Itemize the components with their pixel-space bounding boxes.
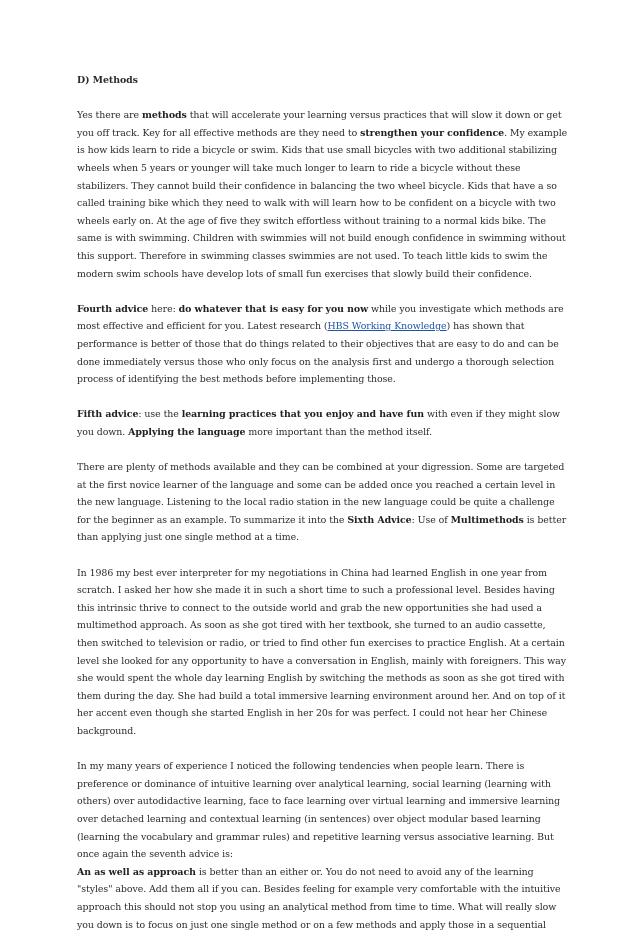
text: is better than an either or. You do not need to avoid any of the learning "styles" above. Add them all if you can. Besides feeling for example very comfortable with the intuitive approach this should not stop you using an analytical method from time to time. What will really slow you down is to focus on just one single method or on a few methods and apply those in a sequential [77, 866, 561, 931]
text: There are plenty of methods available and they can be combined at your digression. Some are targeted at the first novice learner of the language and some can be added once you reached a certain level in the new language. Listening to the local radio station in the new language could be quite a challenge for the beginner as an example. To summarize it into the [77, 462, 565, 526]
bold-text: Fifth advice [77, 409, 139, 421]
text: Yes there are [77, 110, 142, 122]
text: more important than the method itself. [245, 426, 433, 438]
bold-text: strengthen your confidence [360, 127, 505, 139]
text: is better than applying just one single method at a time. [77, 514, 567, 544]
text: : use the [138, 409, 182, 421]
bold-text: learning practices that you enjoy and have fun [181, 409, 425, 421]
text: ) has shown that performance is better of those that do things related to their objectives that are easy to do and can be done immediately versus those who only focus on the analysis first and undergo a thorough selection process of identifying the best methods before implementing those. [77, 321, 559, 386]
bold-text: methods [141, 110, 187, 122]
paragraph-seventh-advice [77, 864, 568, 934]
text: : Use of [411, 514, 451, 526]
bold-text: Applying the language [128, 426, 246, 438]
paragraph-sixth-advice [77, 459, 568, 547]
bold-text: do whatever that is easy for you now [178, 303, 369, 315]
paragraph-methods-intro [77, 107, 568, 283]
section-heading: D) Methods [77, 75, 138, 86]
paragraph-fifth-advice [77, 406, 568, 441]
text: here: [148, 303, 179, 315]
bold-text: Multimethods [450, 514, 524, 526]
paragraph-learning-tendencies: In my many years of experience I noticed the following tendencies when people learn. There is preference or dominance of intuitive learning over analytical learning, social learning (learning with others) over autodidactive learning, face to face learning over virtual learning and immersive learning over detached learning and contextual learning (in sentences) over object modular based learning (learning the vocabulary and grammar rules) and repetitive learning versus associative learning. But once again the seventh advice is: [77, 761, 561, 861]
text: . My example is how kids learn to ride a bicycle or swim. Kids that use small bicycles with two additional stabilizing wheels when 5 years or younger will take much longer to learn to ride a bicycle without these stabilizers. They cannot build their confidence in balancing the two wheel bicycle. Kids that have a so called training bike which they need to walk with will learn how to be confident on a bicycle with two wheels early on. At the age of five they switch effortless without training to a normal kids bike. The same is with swimming. Children with swimmies will not build enough confidence in swimming without this support. Therefore in swimming classes swimmies are not used. To teach little kids to swim the modern swim schools have develop lots of small fun exercises that slowly build their confidence. [77, 127, 568, 280]
bold-text: An as well as approach [77, 866, 196, 878]
bold-text: Fourth advice [77, 303, 149, 315]
text: that will accelerate your learning versus practices that will slow it down or get you off track. Key for all effective methods are they need to [77, 110, 562, 139]
hbs-working-knowledge-link[interactable]: HBS Working Knowledge [327, 321, 447, 333]
text: with even if they might slow you down. [77, 409, 561, 438]
text: while you investigate which methods are most effective and efficient for you. Latest research ( [77, 303, 564, 333]
bold-text: Sixth Advice [347, 514, 412, 526]
paragraph-interpreter-story: In 1986 my best ever interpreter for my negotiations in China had learned English in one year from scratch. I asked her how she made it in such a short time to such a professional level. Besides having this intrinsic thrive to connect to the outside world and grab the new opportunities she had used a multimethod approach. As soon as she got tired with her textbook, she turned to an audio cassette, then switched to television or radio, or tried to find other fun exercises to practice English. At a certain level she looked for any opportunity to have a conversation in English, mainly with foreigners. This way she would spent the whole day learning English by switching the methods as soon as she got tired with them during the day. She had build a total immersive learning environment around her. And on top of it her accent even though she started English in her 20s for was perfect. I could not hear her Chinese background. [77, 567, 566, 737]
paragraph-fourth-advice [77, 301, 568, 389]
